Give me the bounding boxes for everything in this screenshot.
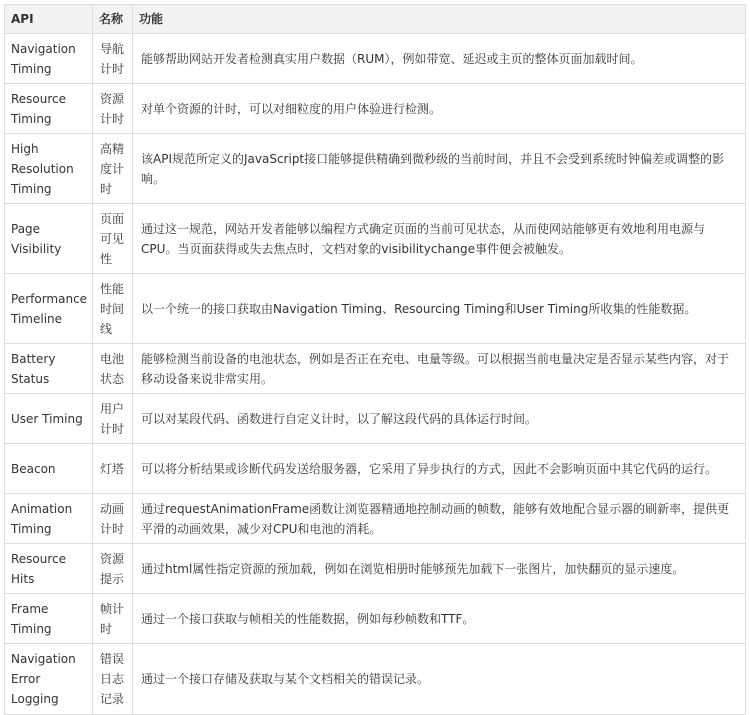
table-row: [5, 204, 746, 274]
table-row: [5, 544, 746, 594]
cell-description: 可以对某段代码、函数进行自定义计时，以了解这段代码的具体运行时间。: [133, 394, 746, 444]
cell-api: Resource Timing: [5, 84, 93, 134]
cell-description: 通过这一规范，网站开发者能够以编程方式确定页面的当前可见状态，从而使网站能够更有效地利用电源与CPU。当页面获得或失去焦点时，文档对象的visibilitychange事件便会被触发。: [133, 204, 746, 274]
table-row: [5, 34, 746, 84]
header-row: [5, 5, 746, 34]
cell-api: Animation Timing: [5, 494, 93, 544]
table-row: [5, 274, 746, 344]
table-row: [5, 494, 746, 544]
table-row: [5, 134, 746, 204]
cell-description: 以一个统一的接口获取由Navigation Timing、Resourcing Timing和User Timing所收集的性能数据。: [133, 274, 746, 344]
cell-api: Navigation Timing: [5, 34, 93, 84]
cell-name: 动画计时: [93, 494, 133, 544]
cell-name: 用户计时: [93, 394, 133, 444]
cell-name: 资源提示: [93, 544, 133, 594]
cell-description: 可以将分析结果或诊断代码发送给服务器，它采用了异步执行的方式，因此不会影响页面中其它代码的运行。: [133, 444, 746, 494]
cell-description: 对单个资源的计时，可以对细粒度的用户体验进行检测。: [133, 84, 746, 134]
cell-name: 灯塔: [93, 444, 133, 494]
table-row: [5, 394, 746, 444]
header-function: 功能: [133, 5, 746, 34]
cell-api: Frame Timing: [5, 594, 93, 644]
cell-api: Navigation Error Logging: [5, 644, 93, 715]
cell-name: 导航计时: [93, 34, 133, 84]
table-row: [5, 594, 746, 644]
table-row: [5, 644, 746, 715]
cell-name: 错误日志记录: [93, 644, 133, 715]
cell-name: 资源计时: [93, 84, 133, 134]
header-api: API: [5, 5, 93, 34]
cell-api: Performance Timeline: [5, 274, 93, 344]
header-name: 名称: [93, 5, 133, 34]
cell-api: High Resolution Timing: [5, 134, 93, 204]
cell-description: 通过html属性指定资源的预加载，例如在浏览相册时能够预先加载下一张图片，加快翻页的显示速度。: [133, 544, 746, 594]
table-row: [5, 444, 746, 494]
table-header: [5, 5, 746, 34]
cell-description: 通过一个接口存储及获取与某个文档相关的错误记录。: [133, 644, 746, 715]
cell-api: Resource Hits: [5, 544, 93, 594]
cell-name: 帧计时: [93, 594, 133, 644]
cell-description: 该API规范所定义的JavaScript接口能够提供精确到微秒级的当前时间，并且不会受到系统时钟偏差或调整的影响。: [133, 134, 746, 204]
cell-api: Battery Status: [5, 344, 93, 394]
cell-name: 电池状态: [93, 344, 133, 394]
cell-description: 通过一个接口获取与帧相关的性能数据，例如每秒帧数和TTF。: [133, 594, 746, 644]
cell-description: 能够帮助网站开发者检测真实用户数据（RUM），例如带宽、延迟或主页的整体页面加载时间。: [133, 34, 746, 84]
table-row: [5, 84, 746, 134]
cell-name: 页面可见性: [93, 204, 133, 274]
cell-description: 通过requestAnimationFrame函数让浏览器精通地控制动画的帧数，能够有效地配合显示器的刷新率，提供更平滑的动画效果，减少对CPU和电池的消耗。: [133, 494, 746, 544]
table-row: [5, 344, 746, 394]
cell-api: Page Visibility: [5, 204, 93, 274]
api-table: [4, 4, 746, 715]
cell-api: Beacon: [5, 444, 93, 494]
table-body: [5, 34, 746, 715]
cell-description: 能够检测当前设备的电池状态，例如是否正在充电、电量等级。可以根据当前电量决定是否显示某些内容，对于移动设备来说非常实用。: [133, 344, 746, 394]
cell-name: 高精度计时: [93, 134, 133, 204]
cell-name: 性能时间线: [93, 274, 133, 344]
cell-api: User Timing: [5, 394, 93, 444]
